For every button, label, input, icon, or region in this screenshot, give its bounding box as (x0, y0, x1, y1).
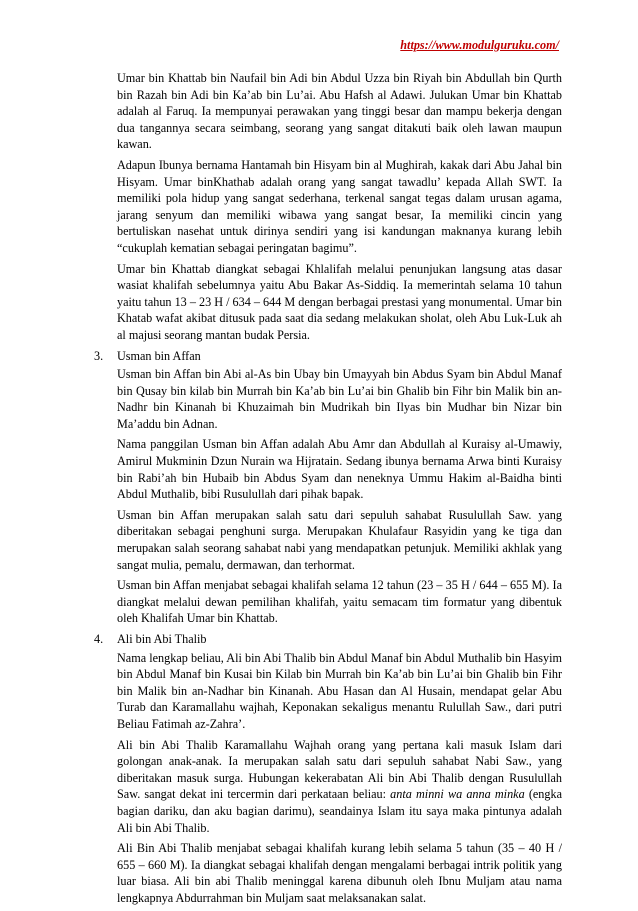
arabic-phrase: anta minni wa anna minka (390, 787, 525, 802)
section-ali-heading (86, 631, 562, 648)
usman-caliphate-paragraph: Usman bin Affan menjabat sebagai khalifah selama 12 tahun (23 – 35 H / 644 – 655 M). Ia diangkat melalui dewan pemilihan khalifah, yaitu semacam tim formatur yang dibentuk oleh Khalifah Umar bin Khattab. (117, 578, 562, 626)
usman-character-paragraph: Usman bin Affan merupakan salah satu dari sepuluh sahabat Rusulullah Saw. yang diberitakan sebagai penghuni surga. Merupakan Khulafaur Rasyidin yang ke tiga dan merupakan salah seorang sahabat nabi yang mendapatkan petunjuk. Memiliki akhlak yang sangat mulia, pemalu, dermawan, dan terhormat. (117, 507, 562, 572)
ali-caliphate-paragraph: Ali Bin Abi Thalib menjabat sebagai khalifah kurang lebih selama 5 tahun (35 – 40 H / 655 – 660 M). Ia diangkat sebagai khalifah dengan mengalami berbagai intrik politik yang luar biasa. Ali bin abi Thalib meninggal karena dibunuh oleh Ibnu Muljam atau nama lengkapnya Abdurrahman bin Muljam saat melaksanakan salat. (117, 841, 562, 905)
ali-conversion-text-before: Ali bin Abi Thalib Karamallahu Wajhah orang yang pertana kali masuk Islam dari golongan anak-anak. Ia merupakan salah satu dari sepuluh sahabat Nabi Saw., yang diberitakan masuk surga. Hubungan kekerabatan Ali bin Abi Thalib dengan Rusulullah Saw. sangat dekat ini tercermin dari perkataan beliau: (117, 737, 562, 802)
ali-lineage-paragraph: Nama lengkap beliau, Ali bin Abi Thalib bin Abdul Manaf bin Abdul Muthalib bin Hasyim bin Abdul Manaf bin Kusai bin Kilab bin Murrah bin Ka’ab bin Lu’ai bin Ghalib bin Fihr bin Malik bin an-Nadhar bin Kinanah. Abu Hasan dan Al Husain, mendapat gelar Abu Turab dan Karamallahu wajhah, Keponakan sekaligus menantu Rulullah Saw., dari putri Beliau Fatimah az-Zahra’. (117, 650, 562, 731)
header-url-link[interactable]: https://www.modulguruku.com/ (400, 38, 559, 52)
section-title: Usman bin Affan (117, 348, 201, 363)
section-usman-heading (86, 348, 562, 365)
section-number: 3. (94, 348, 104, 363)
ali-conversion-text-after: (engka bagian dariku, dan aku bagian darimu), seandainya Islam itu saya maka pintunya adalah Ali bin Abi Thalib. (117, 787, 562, 835)
usman-name-paragraph: Nama panggilan Usman bin Affan adalah Abu Amr dan Abdullah al Kuraisy al-Umawiy, Amirul Mukminin Dzun Nurain wa Hijratain. Sedang ibunya bernama Arwa binti Kuraisy bin Rabi’ah bin Hubaib bin Abdus Syam dan neneknya Ummu Hakim al-Baidha binti Abdul Muthalib, bibi Rusulullah dari pihak bapak. (117, 437, 562, 502)
usman-lineage-paragraph: Usman bin Affan bin Abi al-As bin Ubay bin Umayyah bin Abdus Syam bin Abdul Manaf bin Qusay bin kilab bin Murrah bin Ka’ab bin Lu’ai bin Ghalib bin Fihr bin Malik bin an-Nadhr bin Kinanah bi Khuzaimah bin Mudrikah bin Ilyas bin Mudhar bin Nizar bin Ma’addu bin Adnan. (117, 367, 562, 431)
umar-mother-paragraph: Adapun Ibunya bernama Hantamah bin Hisyam bin al Mughirah, kakak dari Abu Jahal bin Hisyam. Umar binKhathab adalah orang yang sangat tawadlu’ kepada Allah SWT. Ia memiliki pola hidup yang sangat sederhana, terkenal sangat tegas dalam urusan agama, jarang senyum dan memiliki wibawa yang sangat besar, Ia memiliki cincin yang bertuliskan nasehat untuk dirinya sendiri yang isi kandungan maknanya kurang lebih “cukuplah kematian sebagai peringatan bagimu”. (117, 157, 562, 255)
umar-caliphate-paragraph: Umar bin Khattab diangkat sebagai Khlalifah melalui penunjukan langsung atas dasar wasiat khalifah sebelumnya yaitu Abu Bakar As-Siddiq. Ia memerintah selama 10 tahun yaitu tahun 13 – 23 H / 634 – 644 M dengan berbagai prestasi yang monumental. Umar bin Khatab wafat akibat ditusuk pada saat dia sedang melakukan sholat, oleh Abu Luk-Luk ah al majusi seorang mantan budak Persia. (117, 261, 562, 342)
umar-lineage-paragraph: Umar bin Khattab bin Naufail bin Adi bin Abdul Uzza bin Riyah bin Abdullah bin Qurth bin Razah bin Adi bin Ka’ab bin Lu’ai. Abu Hafsh al Adawi. Julukan Umar bin Khattab adalah al Faruq. Ia mempunyai perawakan yang tinggi besar dan mampu bekerja dengan dua tangannya secara seimbang, seorang yang sangat ditakuti baik oleh lawan maupun kawan. (117, 71, 562, 152)
ali-conversion-paragraph (117, 737, 562, 837)
section-number: 4. (94, 632, 104, 646)
section-title: Ali bin Abi Thalib (117, 632, 207, 646)
document-body (86, 70, 562, 911)
